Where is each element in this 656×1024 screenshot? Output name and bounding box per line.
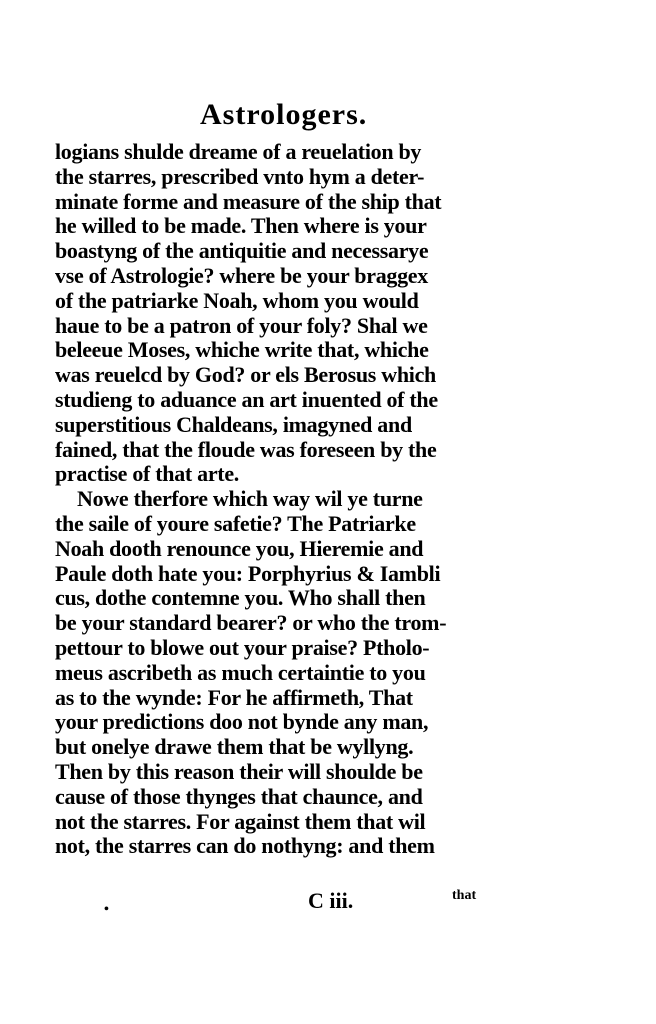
text-line: Nowe therfore which way wil ye turne [77,487,423,512]
text-line: boastyng of the antiquitie and necessarye [55,239,429,264]
ink-speck: • [104,902,109,917]
text-line: meus ascribeth as much certaintie to you [55,660,426,685]
text-line: not, the starres can do nothyng: and them [55,834,435,859]
text-line: but onelye drawe them that be wyllyng. [55,735,414,760]
text-line: Noah dooth renounce you, Hieremie and [55,536,424,561]
signature-mark: C iii. [308,888,354,913]
text-line: minate forme and measure of the ship that [55,189,442,214]
text-line: haue to be a patron of your foly? Shal we [55,313,428,338]
text-line: be your standard bearer? or who the trom- [55,611,447,636]
text-line: he willed to be made. Then where is your [55,214,427,239]
text-line: superstitious Chaldeans, imagyned and [55,412,412,437]
text-line: the saile of youre safetie? The Patriarke [55,511,416,536]
text-line: fained, that the floude was foreseen by the [55,437,437,462]
text-line: beleeue Moses, whiche write that, whiche [55,338,429,363]
text-line: studieng to aduance an art inuented of the [55,387,438,412]
text-line: practise of that arte. [55,462,239,487]
text-line: cause of those thynges that chaunce, and [55,784,423,809]
text-line: Then by this reason their will shoulde be [55,759,423,784]
body-text [55,140,525,859]
text-line: the starres, prescribed vnto hym a deter- [55,164,425,189]
text-line: Paule doth hate you: Porphyrius & Iambli [55,561,441,586]
text-line: not the starres. For against them that wil [55,809,426,834]
text-line: logians shulde dreame of a reuelation by [55,140,422,164]
running-head: Astrologers. [200,98,368,131]
page-footer [0,888,656,918]
text-line: your predictions doo not bynde any man, [55,710,429,735]
text-line: vse of Astrologie? where be your braggex [55,263,428,288]
text-line: of the patriarke Noah, whom you would [55,288,419,313]
text-line: cus, dothe contemne you. Who shall then [55,586,426,611]
text-line: as to the wynde: For he affirmeth, That [55,685,413,710]
text-line: pettour to blowe out your praise? Ptholo- [55,635,430,660]
catchword: that [452,888,477,903]
text-line: was reuelcd by God? or els Berosus which [55,363,436,388]
